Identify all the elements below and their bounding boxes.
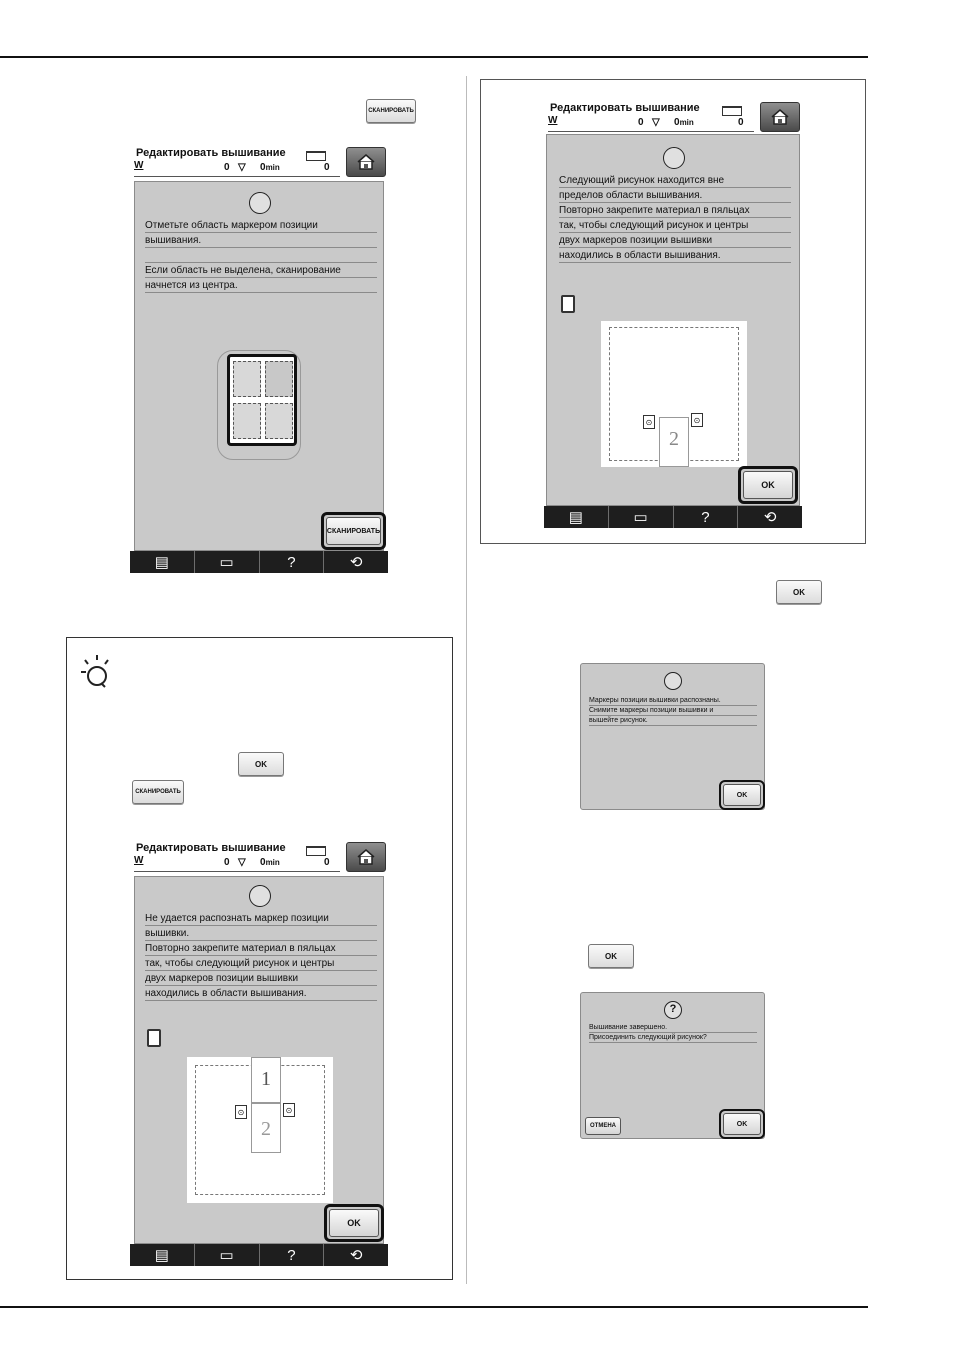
camera-switch-icon[interactable]: ⟲ xyxy=(763,509,777,526)
top-rule xyxy=(0,56,868,58)
pattern-tile-2 xyxy=(251,1103,281,1153)
message-line: начнется из центра. xyxy=(145,278,377,293)
screen-panel xyxy=(134,876,384,1244)
width-label: W xyxy=(548,115,558,126)
footer-bar xyxy=(544,506,802,528)
screen-title: Редактировать вышивание xyxy=(136,842,286,854)
hoop-grid xyxy=(227,354,297,446)
message-line: двух маркеров позиции вышивки xyxy=(559,233,791,248)
message xyxy=(589,1023,757,1043)
tile-number: 2 xyxy=(669,428,679,450)
message-line: Вышивание завершено. xyxy=(589,1023,757,1033)
status-bar xyxy=(548,115,754,132)
camera-switch-icon[interactable]: ⟲ xyxy=(349,554,363,571)
ok-button[interactable]: OK xyxy=(723,1113,761,1135)
counter-right: 0 xyxy=(324,857,330,868)
grid-cell xyxy=(265,403,293,439)
message-line: Повторно закрепите материал в пяльцах xyxy=(559,203,791,218)
message-line xyxy=(145,248,377,263)
counter-right: 0 xyxy=(324,162,330,173)
message-line: Повторно закрепите материал в пяльцах xyxy=(145,941,377,956)
column-divider xyxy=(466,76,467,1284)
dialog-finished xyxy=(580,992,765,1139)
message xyxy=(589,696,757,726)
footer-bar xyxy=(130,1244,388,1266)
frame-icon xyxy=(561,295,575,313)
message-line: Снимите маркеры позиции вышивки и xyxy=(589,706,757,716)
frame-icon xyxy=(147,1029,161,1047)
embroidery-area xyxy=(187,1057,333,1203)
counter-mid xyxy=(260,857,280,868)
message-line: так, чтобы следующий рисунок и центры xyxy=(145,956,377,971)
home-icon xyxy=(356,848,376,866)
thread-icon: ▽ xyxy=(238,162,246,173)
counter-mid-value: 0 xyxy=(260,857,266,868)
sad-face-icon xyxy=(249,885,271,907)
tile-number: 2 xyxy=(261,1118,271,1140)
message-line: так, чтобы следующий рисунок и центры xyxy=(559,218,791,233)
smile-face-icon xyxy=(249,192,271,214)
help-icon[interactable]: ? xyxy=(260,1244,325,1266)
ok-button[interactable]: OK xyxy=(329,1209,379,1237)
screen-title: Редактировать вышивание xyxy=(136,147,286,159)
message-line: Присоединить следующий рисунок? xyxy=(589,1033,757,1043)
scan-button[interactable]: СКАНИРОВАТЬ xyxy=(326,517,381,545)
smile-face-icon xyxy=(664,672,682,690)
message-line: находились в области вышивания. xyxy=(145,986,377,1001)
thread-icon: ▽ xyxy=(238,857,246,868)
message-line: находились в области вышивания. xyxy=(559,248,791,263)
thread-icon: ▽ xyxy=(652,117,660,128)
footer-bar xyxy=(130,551,388,573)
counter-left: 0 xyxy=(224,162,230,173)
home-button[interactable] xyxy=(346,147,386,177)
frame-symbol-icon xyxy=(722,106,742,116)
position-marker-icon: ⊙ xyxy=(643,415,655,429)
message-line: вышивания. xyxy=(145,233,377,248)
counter-mid xyxy=(674,117,694,128)
message-line: Если область не выделена, сканирование xyxy=(145,263,377,278)
frame-symbol-icon xyxy=(306,846,326,856)
message-line: Маркеры позиции вышивки распознаны. xyxy=(589,696,757,706)
bottom-rule xyxy=(0,1306,868,1308)
width-label: W xyxy=(134,160,144,171)
message-line: двух маркеров позиции вышивки xyxy=(145,971,377,986)
ok-button[interactable]: OK xyxy=(723,784,761,806)
help-icon[interactable]: ? xyxy=(674,506,739,528)
screen-panel xyxy=(546,134,800,506)
inline-scan-button-note[interactable]: СКАНИРОВАТЬ xyxy=(132,780,184,804)
tile-number: 1 xyxy=(261,1068,271,1090)
counter-left: 0 xyxy=(224,857,230,868)
page-icon[interactable]: ▤ xyxy=(130,1244,195,1266)
pattern-tile-1 xyxy=(251,1057,281,1103)
help-icon[interactable]: ? xyxy=(260,551,325,573)
status-bar xyxy=(134,855,340,872)
grid-cell xyxy=(233,361,261,397)
question-face-icon: ? xyxy=(664,1001,682,1019)
position-marker-icon: ⊙ xyxy=(283,1103,295,1117)
page-icon[interactable]: ▤ xyxy=(544,506,609,528)
screen-unrecognized xyxy=(130,838,388,1266)
counter-unit: min xyxy=(265,163,280,172)
counter-left: 0 xyxy=(638,117,644,128)
pattern-tile-2 xyxy=(659,417,689,467)
ok-button[interactable]: OK xyxy=(743,471,793,499)
counter-mid-value: 0 xyxy=(674,117,680,128)
page-icon[interactable]: ▤ xyxy=(130,551,195,573)
screen-title: Редактировать вышивание xyxy=(550,102,700,114)
frame-symbol-icon xyxy=(306,151,326,161)
status-bar xyxy=(134,160,340,177)
cancel-button[interactable]: ОТМЕНА xyxy=(585,1117,621,1135)
grid-cell xyxy=(233,403,261,439)
counter-right: 0 xyxy=(738,117,744,128)
camera-switch-icon[interactable]: ⟲ xyxy=(349,1247,363,1264)
sewing-machine-icon[interactable]: ▭ xyxy=(609,506,674,528)
position-marker-icon: ⊙ xyxy=(691,413,703,427)
sad-face-icon xyxy=(663,147,685,169)
lightbulb-icon xyxy=(77,652,113,690)
inline-ok-button[interactable]: OK xyxy=(588,944,634,968)
position-marker-icon: ⊙ xyxy=(235,1105,247,1119)
sewing-machine-icon[interactable]: ▭ xyxy=(195,551,260,573)
message-line: пределов области вышивания. xyxy=(559,188,791,203)
inline-scan-button[interactable]: СКАНИРОВАТЬ xyxy=(366,99,416,123)
counter-unit: min xyxy=(679,118,694,127)
home-button[interactable] xyxy=(346,842,386,872)
message-line: Не удается распознать маркер позиции xyxy=(145,911,377,926)
message xyxy=(145,911,377,1001)
screen-scan xyxy=(130,143,388,573)
message xyxy=(145,218,377,293)
message-line: Отметьте область маркером позиции xyxy=(145,218,377,233)
message-line: вышивки. xyxy=(145,926,377,941)
inline-ok-button[interactable]: OK xyxy=(238,752,284,776)
message-line: Следующий рисунок находится вне xyxy=(559,173,791,188)
sewing-machine-icon[interactable]: ▭ xyxy=(195,1244,260,1266)
screen-panel xyxy=(134,181,384,551)
counter-mid-value: 0 xyxy=(260,162,266,173)
embroidery-area xyxy=(601,321,747,467)
width-label: W xyxy=(134,855,144,866)
home-button[interactable] xyxy=(760,102,800,132)
home-icon xyxy=(770,108,790,126)
inline-ok-button[interactable]: OK xyxy=(776,580,822,604)
message-line: вышейте рисунок. xyxy=(589,716,757,726)
message xyxy=(559,173,791,263)
counter-unit: min xyxy=(265,858,280,867)
dialog-recognized xyxy=(580,663,765,810)
grid-cell xyxy=(265,361,293,397)
screen-outside xyxy=(544,100,802,528)
home-icon xyxy=(356,153,376,171)
counter-mid xyxy=(260,162,280,173)
